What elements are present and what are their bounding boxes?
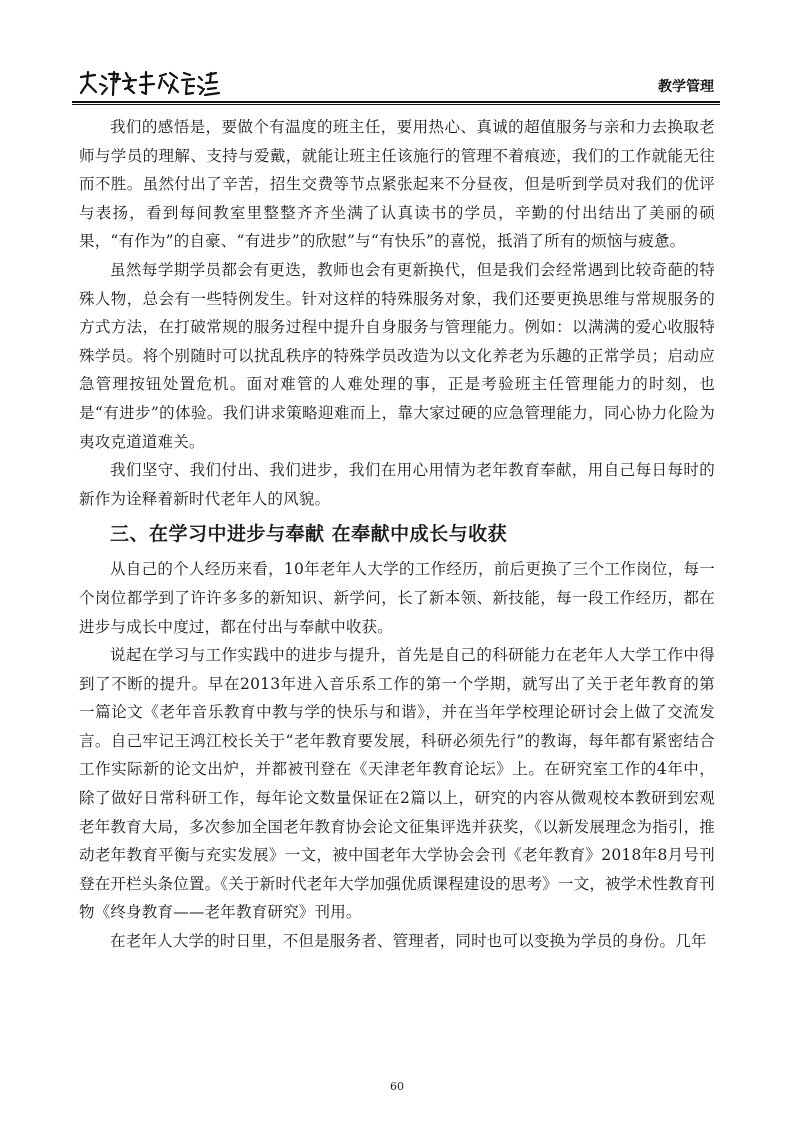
paragraph: 我们坚守、我们付出、我们进步，我们在用心用情为老年教育奉献，用自己每日每时的新作为诠释着新时代老年人的风貌。 bbox=[79, 461, 715, 508]
paragraph: 从自己的个人经历来看，10年老年人大学的工作经历，前后更换了三个工作岗位，每一个岗位都学到了许许多多的新知识、新学问，长了新本领、新技能，每一段工作经历，都在进步与成长中度过，都在付出与奉献中收获。 bbox=[79, 560, 715, 636]
article-body bbox=[79, 113, 715, 956]
paragraph: 我们的感悟是，要做个有温度的班主任，要用热心、真诚的超值服务与亲和力去换取老师与学员的理解、支持与爱戴，就能让班主任该施行的管理不着痕迹，我们的工作就能无往而不胜。虽然付出了辛苦，招生交费等节点紧张起来不分昼夜，但是听到学员对我们的优评与表扬，看到每间教室里整整齐齐坐满了认真读书的学员，辛勤的付出结出了美丽的硕果，“有作为”的自豪、“有进步”的欣慰”与“有快乐”的喜悦，抵消了所有的烦恼与疲惫。 bbox=[79, 118, 715, 251]
paragraph: 说起在学习与工作实践中的进步与提升，首先是自己的科研能力在老年人大学工作中得到了不断的提升。早在2013年进入音乐系工作的第一个学期，就写出了关于老年教育的第一篇论文《老年音乐教育中教与学的快乐与和谐》，并在当年学校理论研讨会上做了交流发言。自己牢记王鸿江校长关于“老年教育要发展，科研必须先行”的教诲，每年都有紧密结合工作实际新的论文出炉，并都被刊登在《天津老年教育论坛》上。在研究室工作的4年中，除了做好日常科研工作，每年论文数量保证在2篇以上，研究的内容从微观校本教研到宏观老年教育大局，多次参加全国老年教育协会论文征集评选并获奖，《以新发展理念为指引，推动老年教育平衡与充实发展》一文，被中国老年大学协会会刊《老年教育》2018年8月号刊登在开栏头条位置。《关于新时代老年大学加强优质课程建设的思考》一文，被学术性教育刊物《终身教育——老年教育研究》刊用。 bbox=[79, 646, 715, 922]
calligraphy-logo-icon bbox=[78, 68, 228, 98]
paragraph: 虽然每学期学员都会有更迭，教师也会有更新换代，但是我们会经常遇到比较奇葩的特殊人物，总会有一些特例发生。针对这样的特殊服务对象，我们还要更换思维与常规服务的方式方法，在打破常规的服务过程中提升自身服务与管理能力。例如：以满满的爱心收服特殊学员。将个别随时可以扰乱秩序的特殊学员改造为以文化养老为乐趣的正常学员；启动应急管理按钮处置危机。面对难管的人难处理的事，正是考验班主任管理能力的时刻，也是“有进步”的体验。我们讲求策略迎难而上，靠大家过硬的应急管理能力，同心协力化险为夷攻克道道难关。 bbox=[79, 260, 715, 451]
paragraph: 在老年人大学的时日里，不但是服务者、管理者，同时也可以变换为学员的身份。几年 bbox=[110, 932, 707, 951]
section-label: 教学管理 bbox=[658, 79, 714, 95]
page-header bbox=[72, 66, 720, 102]
section-heading: 三、在学习中进步与奉献 在奉献中成长与收获 bbox=[110, 523, 508, 546]
header-rule bbox=[72, 101, 720, 103]
page-number: 60 bbox=[390, 1080, 404, 1093]
journal-logo bbox=[78, 68, 228, 98]
header-rule-thin bbox=[72, 104, 720, 105]
